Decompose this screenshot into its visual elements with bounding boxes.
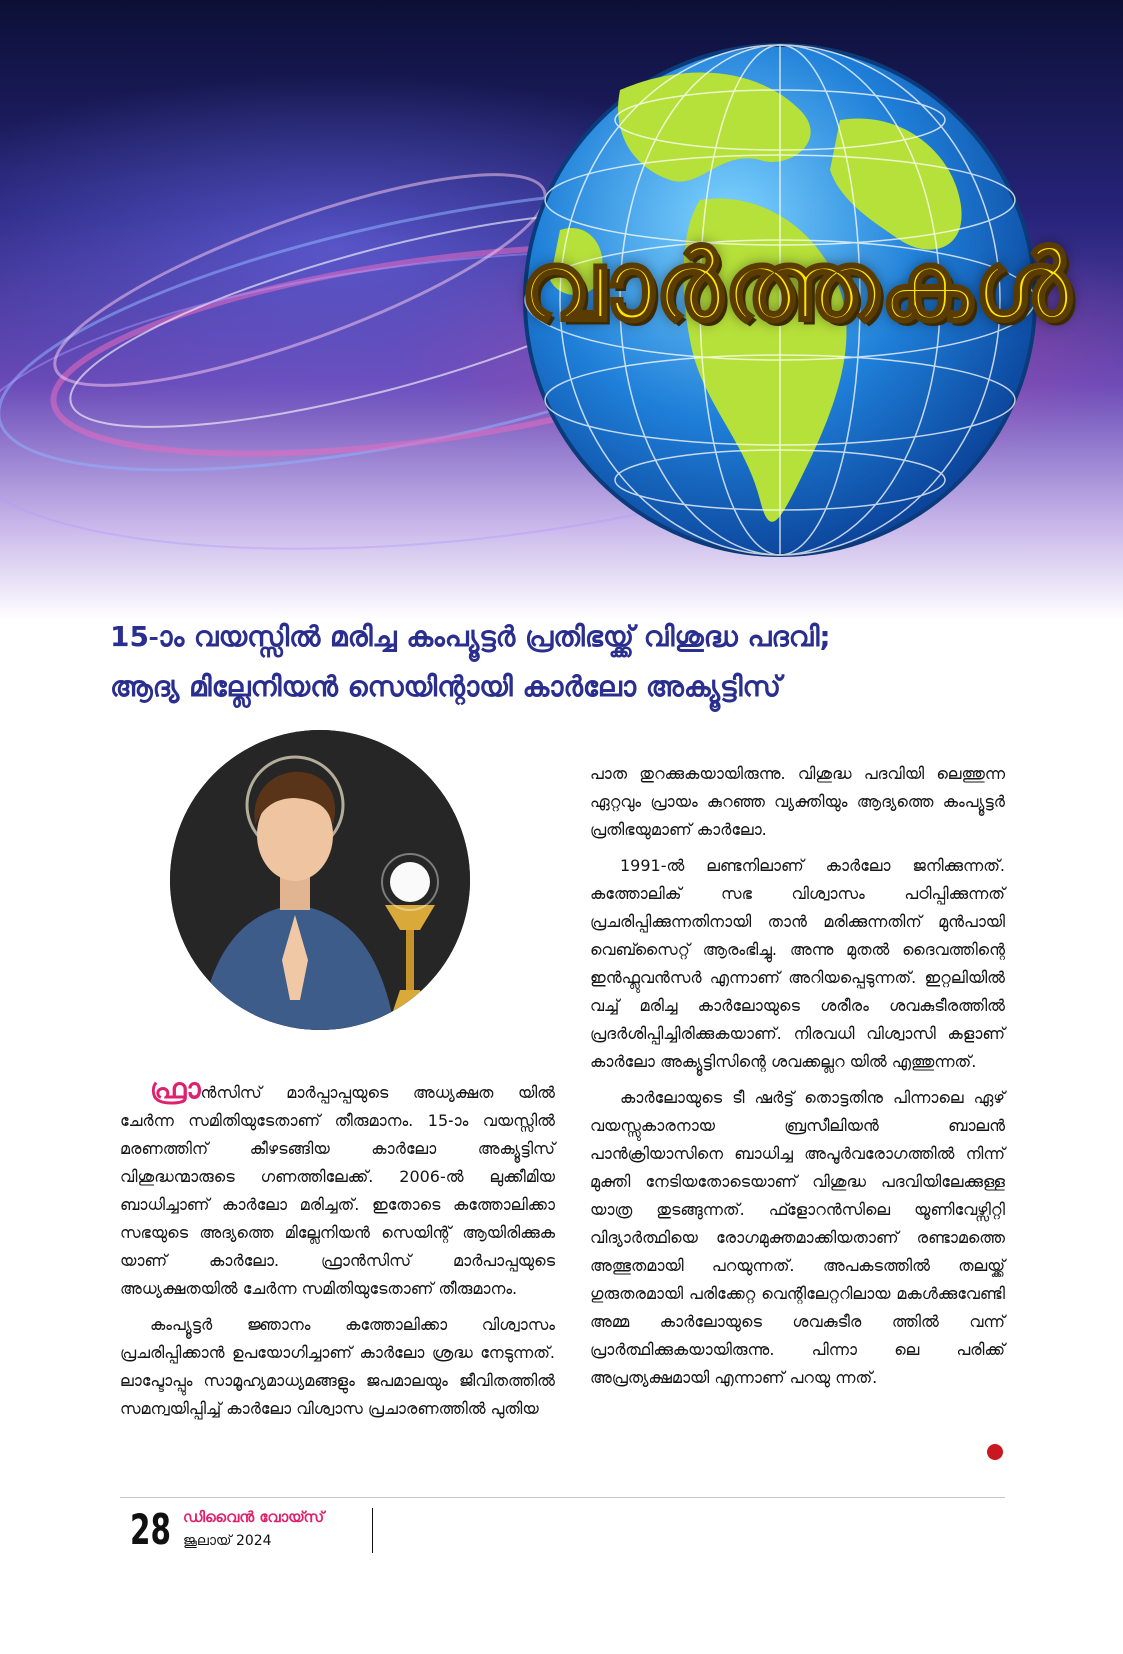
headline-line-2: ആദ്യ മില്ലേനിയൻ സെയിന്റായി കാർലോ അക്യൂട്ടിസ് [110,670,781,703]
headline-line-1: 15-ാം വയസ്സിൽ മരിച്ച കംപ്യൂട്ടർ പ്രതിഭയ്ക്ക് വിശുദ്ധ പദവി; [110,620,831,653]
paragraph-text: ൻസിസ് മാർപ്പാപ്പയുടെ അധ്യക്ഷത യിൽ ചേർന്ന സമിതിയുടേതാണ് തീരുമാനം. 15-ാം വയസ്സിൽ മരണത്തിന് കീഴടങ്ങിയ കാർലോ അക്യൂട്ടിസ് വിശുദ്ധന്മാരുടെ ഗണത്തിലേക്ക്. 2006-ൽ ലുക്കീമിയ ബാധിച്ചാണ് കാർലോ മരിച്ചത്. ഇതോടെ കത്തോലിക്കാ സഭയുടെ അദ്യത്തെ മില്ലേനിയൻ സെയിന്റ് ആയിരിക്കുക യാണ് കാർലോ. ഫ്രാൻസിസ് മാർപാപ്പയുടെ അധ്യക്ഷതയിൽ ചേർന്ന സമിതിയുടേതാണ് തീരുമാനം. [120,1083,555,1298]
issue-date: ജൂലായ് 2024 [183,1533,272,1549]
paragraph: കാർലോയുടെ ടീ ഷർട്ട് തൊട്ടതിനു പിന്നാലെ ഏഴ് വയസ്സുകാരനായ ബ്രസീലിയൻ ബാലൻ പാൻക്രിയാസിനെ ബാധിച്ച അപൂർവരോഗത്തിൽ നിന്ന് മുക്തി നേടിയതോടെയാണ് വിശുദ്ധ പദവിയിലേക്കുള്ള യാത്ര തുടങ്ങുന്നത്. ഫ്ളോറൻസിലെ യൂണിവേഴ്സിറ്റി വിദ്യാർത്ഥിയെ രോഗമുക്തമാക്കിയതാണ് രണ്ടാമത്തെ അത്ഭുതമായി പറയുന്നത്. അപകടത്തിൽ തലയ്ക്ക് ഗുരുതരമായി പരിക്കേറ്റ വെന്റിലേറ്ററിലായ മകൾക്കുവേണ്ടി അമ്മ കാർലോയുടെ ശവകുടീര ത്തിൽ വന്ന് പ്രാർത്ഥിക്കുകയായിരുന്നു. പിന്നാ ലെ പരിക്ക് അപ്രത്യക്ഷമായി എന്നാണ് പറയു ന്നത്. [590,1088,1005,1387]
magazine-name: ഡിവൈൻ വോയ്സ് [183,1508,325,1526]
paragraph: പാത തുറക്കുകയായിരുന്നു. വിശുദ്ധ പദവിയി ലെത്തുന്ന ഏറ്റവും പ്രായം കുറഞ്ഞ വ്യക്തിയും ആദ്യത്തെ കംപ്യൂട്ടർ പ്രതിഭയുമാണ് കാർലോ. [590,764,1005,839]
portrait-art [170,730,470,1030]
article-headline [110,612,1010,712]
footer-divider [120,1497,1005,1498]
portrait-illustration [170,730,470,1030]
page-number: 28 [130,1505,171,1554]
drop-cap: ഫ്രാ [150,1072,201,1105]
header-banner [0,0,1123,620]
article-column-right [590,760,1005,1400]
footer-separator [372,1508,373,1553]
end-of-article-dot [987,1444,1003,1460]
paragraph: കംപ്യൂട്ടർ ജ്ഞാനം കത്തോലിക്കാ വിശ്വാസം പ്രചരിപ്പിക്കാൻ ഉപയോഗിച്ചാണ് കാർലോ ശ്രദ്ധ നേടുന്നത്. ലാപ്ടോപ്പും സാമൂഹ്യമാധ്യമങ്ങളും ജപമാലയും ജീവിതത്തിൽ സമന്വയിപ്പിച്ച് കാർലോ വിശ്വാസ പ്രചാരണത്തിൽ പുതിയ [120,1315,555,1418]
article-column-left [120,1072,555,1431]
paragraph: 1991-ൽ ലണ്ടനിലാണ് കാർലോ ജനിക്കുന്നത്. കത്തോലിക് സഭ വിശ്വാസം പഠിപ്പിക്കുന്നത് പ്രചരിപ്പിക്കുന്നതിനായി താൻ മരിക്കുന്നതിന് മുൻപായി വെബ്സൈറ്റ് ആരംഭിച്ചു. അന്നു മുതൽ ദൈവത്തിന്റെ ഇൻഫ്ലുവൻസർ എന്നാണ് അറിയപ്പെടുന്നത്. ഇറ്റലിയിൽ വച്ച് മരിച്ച കാർലോയുടെ ശരീരം ശവകുടീരത്തിൽ പ്രദർശിപ്പിച്ചിരിക്കുകയാണ്. നിരവധി വിശ്വാസി കളാണ് കാർലോ അക്യൂട്ടിസിന്റെ ശവക്കല്ലറ യിൽ എത്തുന്നത്. [590,856,1005,1071]
section-title: വാർത്തകൾ [520,230,1073,342]
paragraph [120,1072,555,1303]
